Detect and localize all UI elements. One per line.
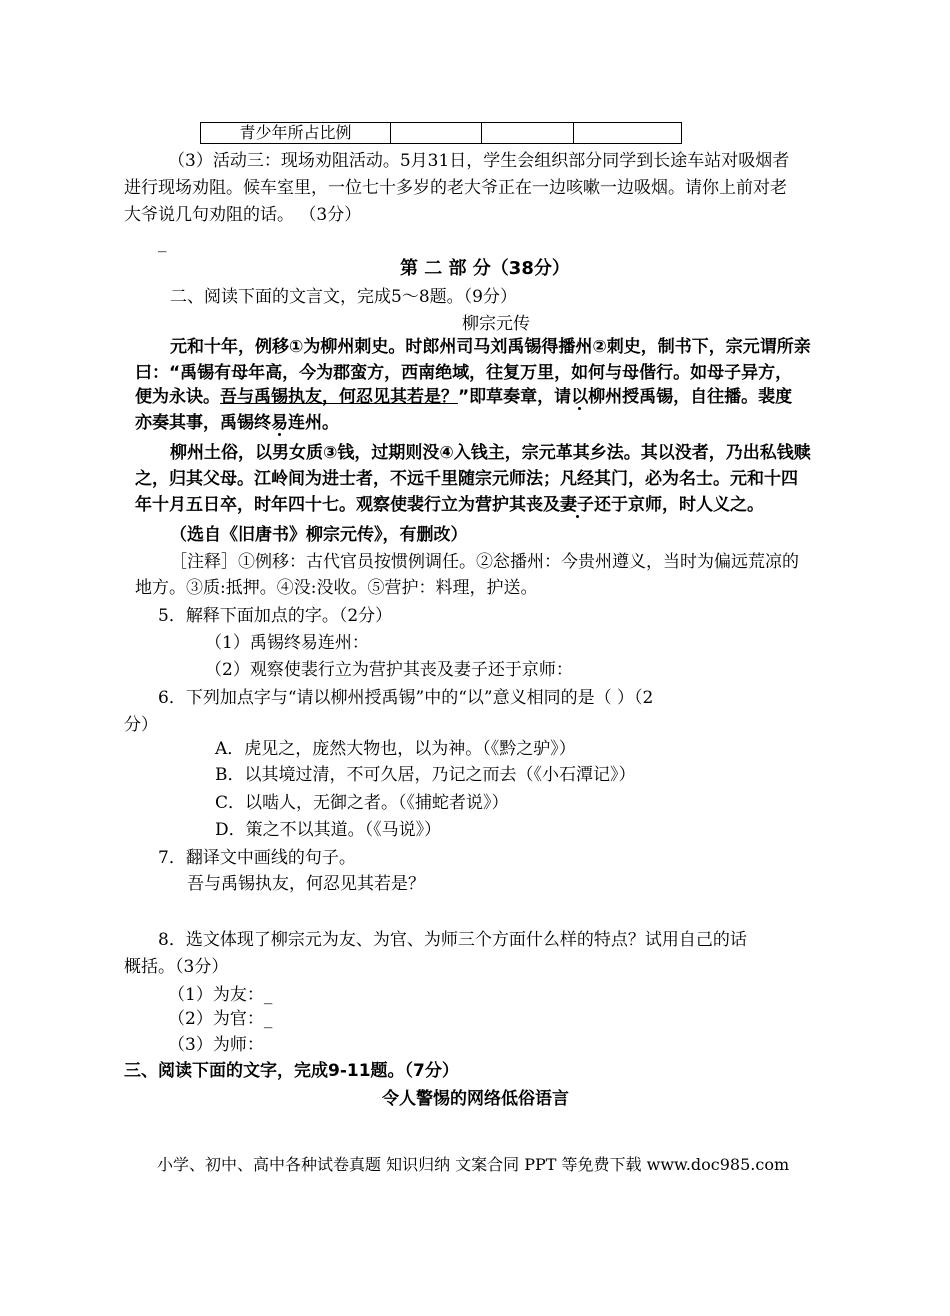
section3-title: 令人警惕的网络低俗语言 [382,1089,569,1109]
q8-answer-official[interactable]: （2）为官：_ [168,1009,273,1029]
q5-stem: 5．解释下面加点的字。（2分） [158,606,393,626]
q7-stem: 7．翻译文中画线的句子。 [158,848,356,868]
activity3-line1: （3）活动三：现场劝阻活动。5月31日，学生会组织部分同学到长途车站对吸烟者 [168,151,790,171]
part-title: 第 二 部 分（38分） [400,258,570,279]
table-cell [574,123,682,144]
essay-text: 便为永诀。 [135,387,220,407]
dotted-char: 易 [271,413,288,433]
essay-title: 柳宗元传 [462,314,530,334]
essay-notes-line1: ［注释］①例移：古代官员按惯例调任。②忩播州：今贵州遵义，当时为偏远荒凉的 [170,552,799,572]
q6-stem: 6．下列加点字与“请以柳州授禹锡”中的“以”意义相同的是（ ）（2 [158,688,654,708]
q6-option-b: B．以其境过清，不可久居，乃记之而去（《小石潭记》） [215,765,636,785]
dotted-char: 妻子 [560,495,594,515]
ratio-table [200,122,682,144]
q8-answer-friend[interactable]: （1）为友：_ [168,985,273,1005]
q8-stem-tail: 概括。（3分） [124,957,229,977]
essay-p1-l4 [135,410,339,437]
q8-stem: 8．选文体现了柳宗元为友、为官、为师三个方面什么样的特点？试用自己的话 [158,930,747,950]
essay-text: 还于京师，时人义之。 [594,495,764,515]
essay-text: 柳州授禹锡，自往播。裴度 [588,387,793,407]
page-footer: 小学、初中、高中各种试卷真题 知识归纳 文案合同 PPT 等免费下载 www.doc985.com [157,1155,790,1174]
essay-p1-l1: 元和十年，例移①为柳州刺史。时郎州司马刘禹锡得播州②刺史，制书下，宗元谓所亲 [170,337,811,357]
table-cell [391,123,482,144]
essay-text: 亦奏其事，禹锡终 [135,413,271,433]
activity3-line2: 进行现场劝阻。候车室里，一位七十多岁的老大爷正在一边咳嗽一边吸烟。请你上前对老 [124,178,787,198]
essay-text: ”即草奏章，请 [458,387,572,407]
section2-heading: 二、阅读下面的文言文，完成5～8题。（9分） [170,287,517,307]
essay-text: 年十月五日卒，时年四十七。观察使裴行立为营护其丧及 [135,495,560,515]
underlined-sentence: 吾与禹锡执友，何忍见其若是？ [220,387,458,407]
table-row-label: 青少年所占比例 [201,123,391,144]
q6-stem-tail: 分） [124,715,158,735]
essay-p2-l1: 柳州土俗，以男女质③钱，过期则没④入钱主，宗元革其乡法。其以没者，乃出私钱赎 [170,443,811,463]
essay-source: （选自《旧唐书》柳宗元传》，有删改） [170,525,468,545]
essay-p1-l2: 曰：“禹锡有母年高，今为郡蛮方，西南绝域，往复万里，如何与母偕行。如母子异方， [135,363,793,383]
section3-heading: 三、阅读下面的文字，完成9-11题。（7分） [124,1061,459,1081]
table-cell [482,123,574,144]
essay-notes-line2: 地方。③质:抵押。④没:没收。⑤营护：料理，护送。 [135,578,538,598]
essay-p1-l3 [135,384,792,411]
essay-p2-l3 [135,492,764,519]
essay-text: 连州。 [288,413,339,433]
dotted-char: 以 [571,387,589,407]
q6-option-a: A．虎见之，庞然大物也，以为神。（《黔之驴》） [215,739,576,759]
q5-sub1: （1）禹锡终易连州： [205,633,369,653]
q8-answer-teacher[interactable]: （3）为师： [168,1035,264,1055]
table-row [201,123,682,144]
answer-blank[interactable]: _ [158,233,167,253]
q7-sentence: 吾与禹锡执友，何忍见其若是？ [187,874,425,894]
activity3-line3: 大爷说几句劝阻的话。 （3分） [124,205,362,225]
q5-sub2: （2）观察使裴行立为营护其丧及妻子还于京师： [205,660,573,680]
q6-option-d: D．策之不以其道。（《马说》） [215,820,442,840]
q6-option-c: C．以啮人，无御之者。（《捕蛇者说》） [215,793,509,813]
essay-p2-l2: 之，归其父母。江岭间为进士者，不远千里随宗元师法；凡经其门，必为名士。元和十四 [135,469,798,489]
